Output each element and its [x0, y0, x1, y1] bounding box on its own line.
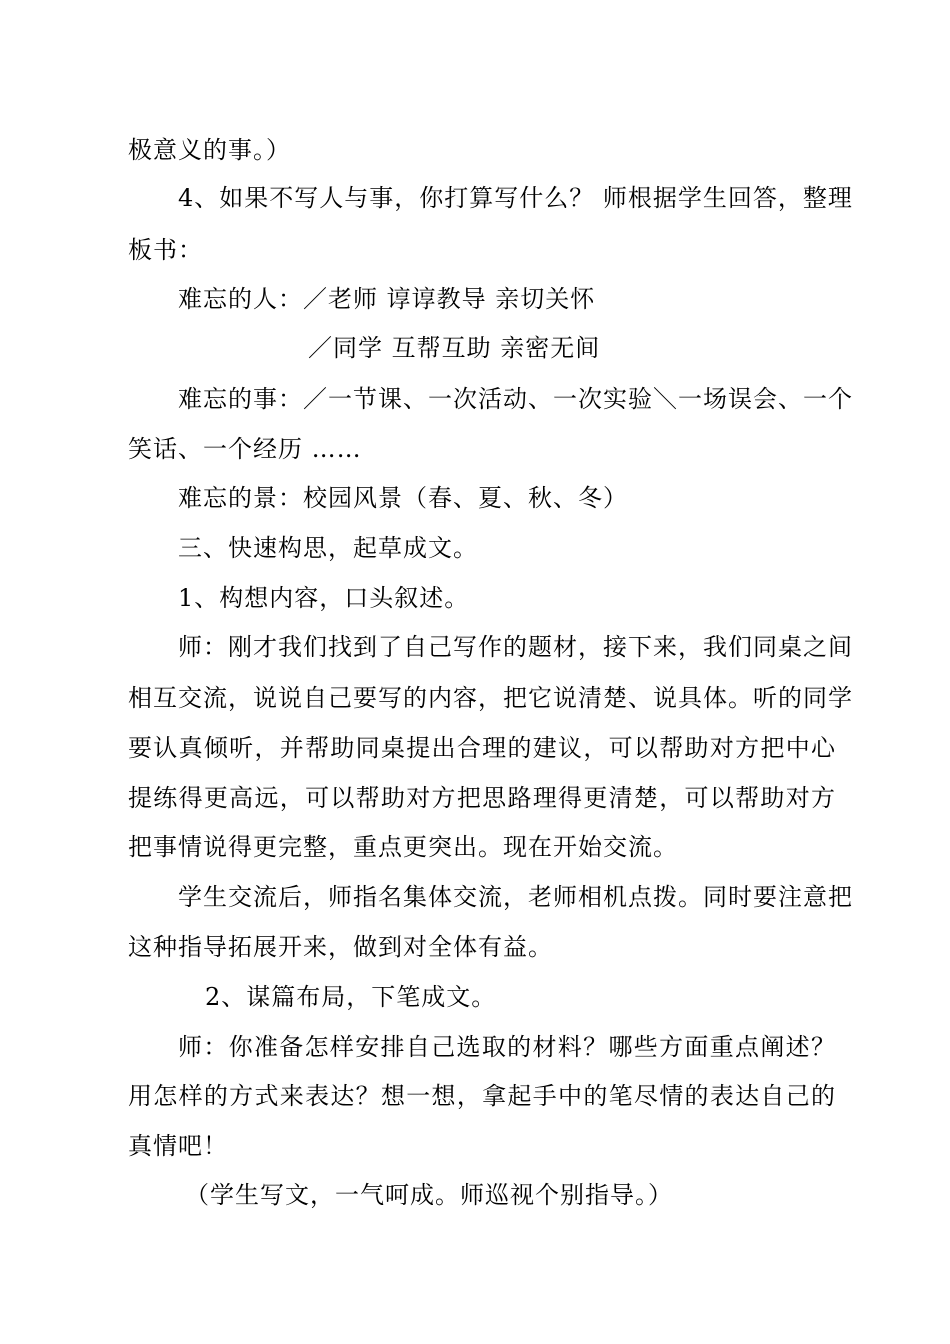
- text-line: 这种指导拓展开来，做到对全体有益。: [128, 933, 553, 961]
- text-line: 把事情说得更完整，重点更突出。现在开始交流。: [128, 833, 678, 861]
- text-line: 师：刚才我们找到了自己写作的题材，接下来，我们同桌之间: [178, 633, 853, 661]
- text-line: 提练得更高远，可以帮助对方把思路理得更清楚，可以帮助对方: [128, 784, 836, 812]
- text-line: 极意义的事。）: [128, 136, 291, 164]
- section-heading: 三、快速构思，起草成文。: [178, 534, 478, 562]
- text-line: 学生交流后，师指名集体交流，老师相机点拨。同时要注意把: [178, 883, 853, 911]
- text-line: 用怎样的方式来表达？想一想，拿起手中的笔尽情的表达自己的: [128, 1082, 836, 1110]
- text-line: 4、如果不写人与事，你打算写什么？ 师根据学生回答，整理: [178, 184, 853, 212]
- text-line: 真情吧！: [128, 1132, 228, 1160]
- text-line: 难忘的事：／一节课、一次活动、一次实验＼一场误会、一个: [178, 385, 853, 413]
- subsection-heading: 2、谋篇布局，下笔成文。: [205, 983, 497, 1011]
- text-line: 要认真倾听，并帮助同桌提出合理的建议，可以帮助对方把中心: [128, 734, 836, 762]
- text-line: 板书：: [128, 236, 203, 264]
- text-line: ／同学 互帮互助 亲密无间: [308, 334, 601, 362]
- text-line: 师：你准备怎样安排自己选取的材料？哪些方面重点阐述？: [178, 1033, 836, 1061]
- text-line: 相互交流，说说自己要写的内容，把它说清楚、说具体。听的同学: [128, 684, 853, 712]
- subsection-heading: 1、构想内容，口头叙述。: [178, 584, 470, 612]
- text-line: 笑话、一个经历 ……: [128, 435, 362, 463]
- text-line: 难忘的人：／老师 谆谆教导 亲切关怀: [178, 285, 596, 313]
- text-line: 难忘的景：校园风景（春、夏、秋、冬）: [178, 484, 628, 512]
- text-line: （学生写文，一气呵成。师巡视个别指导。）: [185, 1181, 673, 1209]
